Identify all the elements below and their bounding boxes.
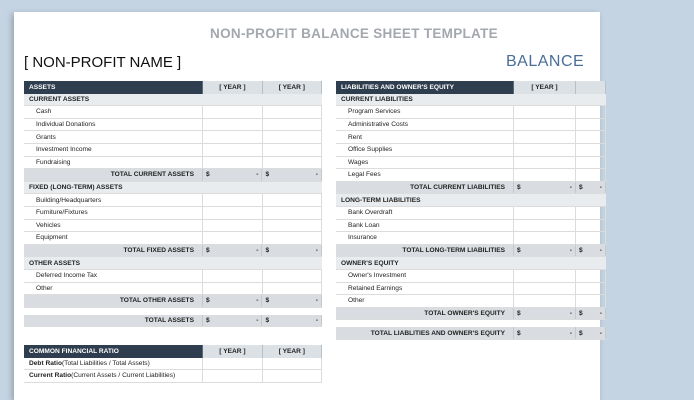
table-row bbox=[336, 106, 606, 119]
row-label: Bank Loan bbox=[336, 220, 514, 232]
total-label: TOTAL LONG-TERM LIABILITIES bbox=[336, 245, 514, 257]
table-row bbox=[24, 207, 322, 220]
currency-symbol: $ bbox=[579, 309, 583, 317]
currency-symbol: $ bbox=[205, 297, 210, 305]
total-value-cell[interactable] bbox=[262, 245, 322, 257]
org-name-field[interactable]: [ NON-PROFIT NAME ] bbox=[24, 54, 182, 71]
value-cell[interactable] bbox=[514, 119, 576, 131]
table-row bbox=[336, 270, 606, 283]
total-row bbox=[24, 169, 322, 182]
assets-header: ASSETS bbox=[24, 81, 203, 94]
value-cell[interactable] bbox=[514, 131, 576, 143]
table-row bbox=[24, 144, 322, 157]
table-row bbox=[336, 169, 606, 182]
value-cell[interactable] bbox=[203, 220, 262, 232]
total-row bbox=[24, 295, 322, 308]
table-row bbox=[336, 157, 606, 170]
table-row bbox=[24, 119, 322, 132]
value-cell[interactable] bbox=[576, 232, 606, 244]
value-cell[interactable] bbox=[576, 207, 606, 219]
dash-value: - bbox=[256, 247, 259, 255]
liabilities-header: LIABILITIES AND OWNER'S EQUITY bbox=[336, 81, 514, 94]
dash-value: - bbox=[599, 184, 602, 192]
row-label: Administrative Costs bbox=[336, 119, 514, 131]
year-header: [ YEAR ] bbox=[263, 345, 322, 358]
side-heading: BALANCE bbox=[506, 53, 585, 70]
value-cell[interactable] bbox=[203, 358, 262, 370]
row-label: Fundraising bbox=[24, 157, 203, 169]
liabilities-table bbox=[336, 81, 606, 340]
value-cell[interactable] bbox=[514, 232, 576, 244]
section-title: FIXED (LONG-TERM) ASSETS bbox=[29, 184, 123, 192]
table-row bbox=[24, 232, 322, 245]
year-header: [ YEAR ] bbox=[203, 345, 262, 358]
row-label: Insurance bbox=[336, 232, 514, 244]
value-cell[interactable] bbox=[263, 220, 322, 232]
section-title: OWNER'S EQUITY bbox=[341, 259, 399, 267]
row-label: Furniture/Fixtures bbox=[24, 207, 203, 219]
total-label: TOTAL FIXED ASSETS bbox=[24, 245, 203, 257]
table-row bbox=[24, 194, 322, 207]
value-cell[interactable] bbox=[576, 220, 606, 232]
value-cell[interactable] bbox=[263, 358, 322, 370]
row-label: Building/Headquarters bbox=[24, 194, 203, 206]
dash-value: - bbox=[599, 329, 602, 337]
value-cell[interactable] bbox=[203, 157, 262, 169]
row-label: Retained Earnings bbox=[336, 283, 514, 295]
value-cell[interactable] bbox=[263, 194, 322, 206]
dash-value: - bbox=[315, 297, 318, 305]
total-value-cell[interactable] bbox=[576, 308, 606, 320]
table-row bbox=[24, 270, 322, 283]
value-cell[interactable] bbox=[514, 270, 576, 282]
currency-symbol: $ bbox=[265, 171, 270, 179]
total-value-cell[interactable] bbox=[514, 327, 576, 339]
value-cell[interactable] bbox=[576, 119, 606, 131]
table-row bbox=[336, 220, 606, 233]
grand-total-row bbox=[336, 327, 606, 340]
row-label: Grants bbox=[24, 131, 203, 143]
value-cell[interactable] bbox=[514, 220, 576, 232]
row-label: Other bbox=[336, 295, 514, 307]
value-cell[interactable] bbox=[203, 144, 262, 156]
year-header: [ YEAR ] bbox=[263, 81, 322, 94]
value-cell[interactable] bbox=[576, 131, 606, 143]
row-label: Vehicles bbox=[24, 220, 203, 232]
total-value-cell[interactable] bbox=[203, 295, 263, 307]
currency-symbol: $ bbox=[265, 247, 270, 255]
value-cell[interactable] bbox=[576, 169, 606, 181]
currency-symbol: $ bbox=[205, 247, 210, 255]
value-cell[interactable] bbox=[263, 157, 322, 169]
dash-value: - bbox=[256, 297, 259, 305]
ratio-name: Debt Ratio bbox=[29, 359, 62, 367]
total-value-cell[interactable] bbox=[203, 169, 263, 181]
ratio-name: Current Ratio bbox=[29, 372, 72, 380]
total-value-cell[interactable] bbox=[203, 245, 263, 257]
row-label: Rent bbox=[336, 131, 514, 143]
dash-value: - bbox=[256, 316, 259, 324]
currency-symbol: $ bbox=[579, 184, 583, 192]
dash-value: - bbox=[256, 171, 259, 179]
ratio-header: COMMON FINANCIAL RATIO bbox=[24, 345, 203, 358]
table-row bbox=[336, 232, 606, 245]
value-cell[interactable] bbox=[263, 119, 322, 131]
table-row bbox=[336, 207, 606, 220]
section-row bbox=[24, 94, 322, 107]
table-row bbox=[24, 106, 322, 119]
table-row bbox=[336, 131, 606, 144]
row-label: Equipment bbox=[24, 232, 203, 244]
ratio-label bbox=[24, 370, 203, 382]
table-row bbox=[24, 131, 322, 144]
currency-symbol: $ bbox=[579, 329, 583, 337]
value-cell[interactable] bbox=[514, 283, 576, 295]
total-value-cell[interactable] bbox=[514, 245, 576, 257]
assets-table bbox=[24, 81, 322, 327]
grand-total-label: TOTAL LIABLITIES AND OWNER'S EQUITY bbox=[336, 327, 514, 339]
currency-symbol: $ bbox=[517, 184, 521, 192]
total-value-cell[interactable] bbox=[262, 169, 322, 181]
liabilities-header-row bbox=[336, 81, 606, 94]
value-cell[interactable] bbox=[263, 144, 322, 156]
total-row bbox=[24, 245, 322, 258]
row-label: Investment Income bbox=[24, 144, 203, 156]
table-row bbox=[24, 370, 322, 383]
value-cell[interactable] bbox=[576, 157, 606, 169]
dash-value: - bbox=[315, 247, 318, 255]
ratio-label bbox=[24, 358, 203, 370]
row-label: Cash bbox=[24, 106, 203, 118]
table-row bbox=[24, 358, 322, 371]
dash-value: - bbox=[569, 247, 572, 255]
total-row bbox=[336, 308, 606, 321]
value-cell[interactable] bbox=[263, 270, 322, 282]
value-cell[interactable] bbox=[203, 232, 262, 244]
table-row bbox=[24, 157, 322, 170]
spacer bbox=[24, 308, 322, 315]
value-cell[interactable] bbox=[263, 232, 322, 244]
grand-total-row bbox=[24, 315, 322, 328]
total-label: TOTAL CURRENT ASSETS bbox=[24, 169, 203, 181]
section-title: CURRENT ASSETS bbox=[29, 95, 90, 103]
table-row bbox=[336, 295, 606, 308]
value-cell[interactable] bbox=[514, 295, 576, 307]
row-label: Owner's Investment bbox=[336, 270, 514, 282]
spreadsheet-sheet bbox=[14, 12, 600, 400]
value-cell[interactable] bbox=[514, 157, 576, 169]
row-label: Bank Overdraft bbox=[336, 207, 514, 219]
table-row bbox=[336, 144, 606, 157]
table-row bbox=[24, 283, 322, 296]
grand-total-label: TOTAL ASSETS bbox=[24, 315, 203, 327]
total-value-cell[interactable] bbox=[262, 295, 322, 307]
value-cell[interactable] bbox=[203, 119, 262, 131]
currency-symbol: $ bbox=[205, 171, 210, 179]
total-value-cell[interactable] bbox=[203, 315, 263, 327]
spacer bbox=[336, 320, 606, 327]
dash-value: - bbox=[569, 184, 572, 192]
dash-value: - bbox=[569, 329, 572, 337]
value-cell[interactable] bbox=[203, 131, 262, 143]
total-label: TOTAL OTHER ASSETS bbox=[24, 295, 203, 307]
ratio-formula: (Current Assets / Current Liabilities) bbox=[71, 372, 176, 380]
currency-symbol: $ bbox=[579, 247, 583, 255]
value-cell[interactable] bbox=[263, 131, 322, 143]
value-cell[interactable] bbox=[576, 283, 606, 295]
value-cell[interactable] bbox=[576, 295, 606, 307]
value-cell[interactable] bbox=[514, 207, 576, 219]
value-cell[interactable] bbox=[576, 270, 606, 282]
row-label: Deferred Income Tax bbox=[24, 270, 203, 282]
value-cell[interactable] bbox=[514, 106, 576, 118]
year-header: [ YEAR ] bbox=[514, 81, 576, 94]
section-row bbox=[336, 257, 606, 270]
total-value-cell[interactable] bbox=[514, 182, 576, 194]
total-value-cell[interactable] bbox=[576, 245, 606, 257]
dash-value: - bbox=[315, 171, 318, 179]
section-row bbox=[336, 94, 606, 107]
section-title: LONG-TERM LIABILITIES bbox=[341, 196, 421, 204]
value-cell[interactable] bbox=[203, 207, 262, 219]
currency-symbol: $ bbox=[517, 329, 521, 337]
total-value-cell[interactable] bbox=[576, 327, 606, 339]
value-cell[interactable] bbox=[263, 106, 322, 118]
section-title: OTHER ASSETS bbox=[29, 259, 81, 267]
assets-header-row bbox=[24, 81, 322, 94]
total-row bbox=[336, 245, 606, 258]
section-row bbox=[24, 182, 322, 195]
total-row bbox=[336, 182, 606, 195]
section-row bbox=[336, 194, 606, 207]
table-row bbox=[24, 220, 322, 233]
total-value-cell[interactable] bbox=[576, 182, 606, 194]
currency-symbol: $ bbox=[265, 316, 270, 324]
dash-value: - bbox=[599, 309, 602, 317]
value-cell[interactable] bbox=[514, 169, 576, 181]
year-header bbox=[576, 81, 606, 94]
currency-symbol: $ bbox=[517, 309, 521, 317]
row-label: Other bbox=[24, 283, 203, 295]
dash-value: - bbox=[569, 309, 572, 317]
section-title: CURRENT LIABILITIES bbox=[341, 95, 413, 103]
row-label: Wages bbox=[336, 157, 514, 169]
value-cell[interactable] bbox=[203, 106, 262, 118]
dash-value: - bbox=[599, 247, 602, 255]
value-cell[interactable] bbox=[203, 270, 262, 282]
year-header: [ YEAR ] bbox=[203, 81, 262, 94]
value-cell[interactable] bbox=[203, 283, 262, 295]
ratio-formula: (Total Liabilities / Total Assets) bbox=[61, 359, 150, 367]
currency-symbol: $ bbox=[205, 316, 210, 324]
table-row bbox=[336, 119, 606, 132]
total-value-cell[interactable] bbox=[262, 315, 322, 327]
value-cell[interactable] bbox=[263, 283, 322, 295]
value-cell[interactable] bbox=[263, 207, 322, 219]
value-cell[interactable] bbox=[514, 144, 576, 156]
currency-symbol: $ bbox=[517, 247, 521, 255]
ratio-table bbox=[24, 345, 322, 383]
row-label: Legal Fees bbox=[336, 169, 514, 181]
value-cell[interactable] bbox=[203, 194, 262, 206]
section-row bbox=[24, 257, 322, 270]
value-cell[interactable] bbox=[576, 106, 606, 118]
total-label: TOTAL OWNER'S EQUITY bbox=[336, 308, 514, 320]
value-cell[interactable] bbox=[576, 144, 606, 156]
row-label: Program Services bbox=[336, 106, 514, 118]
ratio-header-row bbox=[24, 345, 322, 358]
value-cell[interactable] bbox=[263, 370, 322, 382]
table-row bbox=[336, 283, 606, 296]
currency-symbol: $ bbox=[265, 297, 270, 305]
total-value-cell[interactable] bbox=[514, 308, 576, 320]
dash-value: - bbox=[315, 316, 318, 324]
row-label: Office Supplies bbox=[336, 144, 514, 156]
total-label: TOTAL CURRENT LIABILITIES bbox=[336, 182, 514, 194]
page-title: NON-PROFIT BALANCE SHEET TEMPLATE bbox=[210, 26, 498, 41]
value-cell[interactable] bbox=[203, 370, 262, 382]
row-label: Individual Donations bbox=[24, 119, 203, 131]
